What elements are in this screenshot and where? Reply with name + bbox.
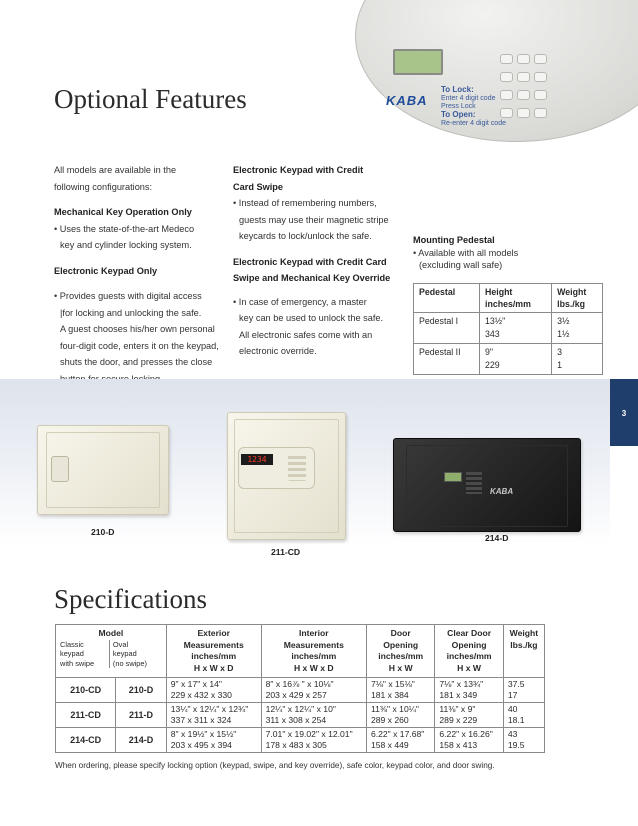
- model-oval: 211-D: [116, 703, 167, 728]
- exterior-col-header: Exterior Measurements inches/mm H x W x D: [166, 625, 261, 678]
- weight-cell: 43 19.5: [503, 728, 544, 753]
- features-column-middle: [233, 162, 413, 360]
- pedestal-text: • Available with all models: [413, 247, 519, 258]
- safe-210-d: [37, 425, 169, 515]
- table-row: [414, 344, 603, 375]
- swipe-text: • Instead of remembering numbers,: [233, 198, 377, 208]
- door-col-header: Door Opening inches/mm H x W: [366, 625, 434, 678]
- exterior-cell: 13¼" x 12¼" x 12¾" 337 x 311 x 324: [166, 703, 261, 728]
- specifications-table: [55, 624, 545, 753]
- to-open-hint: Re-enter 4 digit code: [441, 120, 506, 127]
- mech-key-text: key and cylinder locking system.: [60, 240, 192, 250]
- pedestal-height: 9" 229: [480, 344, 552, 375]
- clear-door-col-header: Clear Door Opening inches/mm H x W: [435, 625, 503, 678]
- classic-subheader: Classic keypad with swipe: [60, 639, 95, 668]
- mech-key-text: • Uses the state-of-the-art Medeco: [54, 223, 195, 234]
- intro-line: All models are available in the: [54, 165, 177, 175]
- swipe-text: keycards to lock/unlock the safe.: [239, 231, 372, 241]
- features-column-left: [54, 162, 234, 387]
- override-text: All electronic safes come with an: [239, 329, 373, 340]
- interior-cell: 12¼" x 12¼" x 10" 311 x 308 x 254: [261, 703, 366, 728]
- model-col-header: Model Classic keypad with swipe Oval keypad (no swipe): [56, 625, 167, 678]
- safe-214-d: [393, 438, 581, 532]
- product-caption: 211-CD: [271, 547, 301, 557]
- pedestal-heading: Mounting Pedestal: [413, 235, 495, 245]
- spec-table-header: [56, 625, 545, 678]
- pedestal-height: 13½" 343: [480, 313, 552, 344]
- keypad-only-text: • Provides guests with digital access: [54, 291, 202, 301]
- door-cell: 7⅛" x 15⅛" 181 x 384: [366, 678, 434, 703]
- pedestal-weight: 3 1: [552, 344, 603, 375]
- intro-line: following configurations:: [54, 181, 153, 192]
- interior-cell: 8" x 16⅞ " x 10⅛" 203 x 429 x 257: [261, 678, 366, 703]
- pedestal-name: Pedestal I: [414, 313, 480, 344]
- safe-keypad-buttons: [466, 472, 482, 494]
- keypad-only-text: |for locking and unlocking the safe.: [60, 307, 202, 318]
- table-row: [56, 703, 545, 728]
- safe-211-cd: [227, 412, 346, 540]
- keypad-only-text: four-digit code, enters it on the keypad,: [60, 340, 219, 351]
- safe-lcd: [444, 472, 462, 482]
- product-caption: 210-D: [91, 527, 115, 537]
- safe-door: [406, 445, 568, 527]
- to-open-label: To Open:: [441, 110, 476, 119]
- optional-features-title: Optional Features: [54, 84, 247, 114]
- swipe-heading: Card Swipe: [233, 181, 284, 192]
- pedestal-text: (excluding wall safe): [419, 260, 503, 270]
- keypad-display: [393, 49, 443, 75]
- safe-keypad-buttons: [288, 453, 306, 481]
- door-cell: 11⅜" x 10¼" 289 x 260: [366, 703, 434, 728]
- override-heading: Swipe and Mechanical Key Override: [233, 273, 391, 283]
- model-classic: 211-CD: [56, 703, 116, 728]
- oval-subheader: Oval keypad (no swipe): [109, 640, 162, 669]
- model-oval: 214-D: [116, 728, 167, 753]
- kaba-logo: KABA: [490, 487, 514, 496]
- table-row: [414, 313, 603, 344]
- keypad-only-text: A guest chooses his/her own personal: [60, 324, 215, 334]
- to-lock-hint2: Press Lock: [441, 103, 476, 110]
- override-text: • In case of emergency, a master: [233, 296, 367, 307]
- to-lock-label: To Lock:: [441, 85, 474, 94]
- pedestal-table: [413, 283, 603, 375]
- mech-key-heading: Mechanical Key Operation Only: [54, 207, 192, 217]
- override-text: key can be used to unlock the safe.: [239, 313, 384, 323]
- clear-door-cell: 6.22" x 16.26" 158 x 413: [435, 728, 503, 753]
- table-row: [56, 678, 545, 703]
- weight-col-header: Weight lbs./kg: [503, 625, 544, 678]
- model-oval: 210-D: [116, 678, 167, 703]
- pedestal-weight: 3½ 1½: [552, 313, 603, 344]
- override-heading: Electronic Keypad with Credit Card: [233, 256, 387, 267]
- specifications-title: Specifications: [54, 584, 207, 614]
- weight-cell: 37.5 17: [503, 678, 544, 703]
- door-cell: 6.22" x 17.68" 158 x 449: [366, 728, 434, 753]
- safe-keypad: [51, 456, 69, 482]
- pedestal-section: [413, 234, 603, 272]
- pedestal-table-header: [414, 284, 603, 313]
- table-row: [56, 728, 545, 753]
- weight-cell: 40 18.1: [503, 703, 544, 728]
- clear-door-cell: 11⅜" x 9" 289 x 229: [435, 703, 503, 728]
- page-number: 3: [621, 409, 627, 418]
- product-caption: 214-D: [485, 533, 509, 543]
- keypad-only-heading: Electronic Keypad Only: [54, 265, 158, 276]
- override-text: electronic override.: [239, 346, 317, 356]
- swipe-text: guests may use their magnetic stripe: [239, 214, 389, 225]
- exterior-cell: 9" x 17" x 14" 229 x 432 x 330: [166, 678, 261, 703]
- to-lock-hint: Enter 4 digit code: [441, 95, 496, 102]
- pedestal-name: Pedestal II: [414, 344, 480, 375]
- model-classic: 210-CD: [56, 678, 116, 703]
- weight-col-header: Weight lbs./kg: [552, 284, 603, 313]
- keypad-instructions: [441, 86, 506, 128]
- interior-col-header: Interior Measurements inches/mm H x W x D: [261, 625, 366, 678]
- page-number-tab: [610, 379, 638, 446]
- exterior-cell: 8" x 19½" x 15½" 203 x 495 x 394: [166, 728, 261, 753]
- swipe-heading: Electronic Keypad with Credit: [233, 165, 364, 175]
- interior-cell: 7.01" x 19.02" x 12.01" 178 x 483 x 305: [261, 728, 366, 753]
- height-col-header: Height inches/mm: [480, 284, 552, 313]
- clear-door-cell: 7⅛" x 13¾" 181 x 349: [435, 678, 503, 703]
- safe-led-display: 1234: [241, 454, 273, 465]
- ordering-footnote: When ordering, please specify locking option (keypad, swipe, and key override), safe color, keypad color, and door swing.: [55, 761, 495, 770]
- kaba-logo: KABA: [386, 93, 428, 108]
- model-classic: 214-CD: [56, 728, 116, 753]
- pedestal-col-header: Pedestal: [414, 284, 480, 313]
- keypad-only-text: shuts the door, and presses the close: [60, 357, 213, 367]
